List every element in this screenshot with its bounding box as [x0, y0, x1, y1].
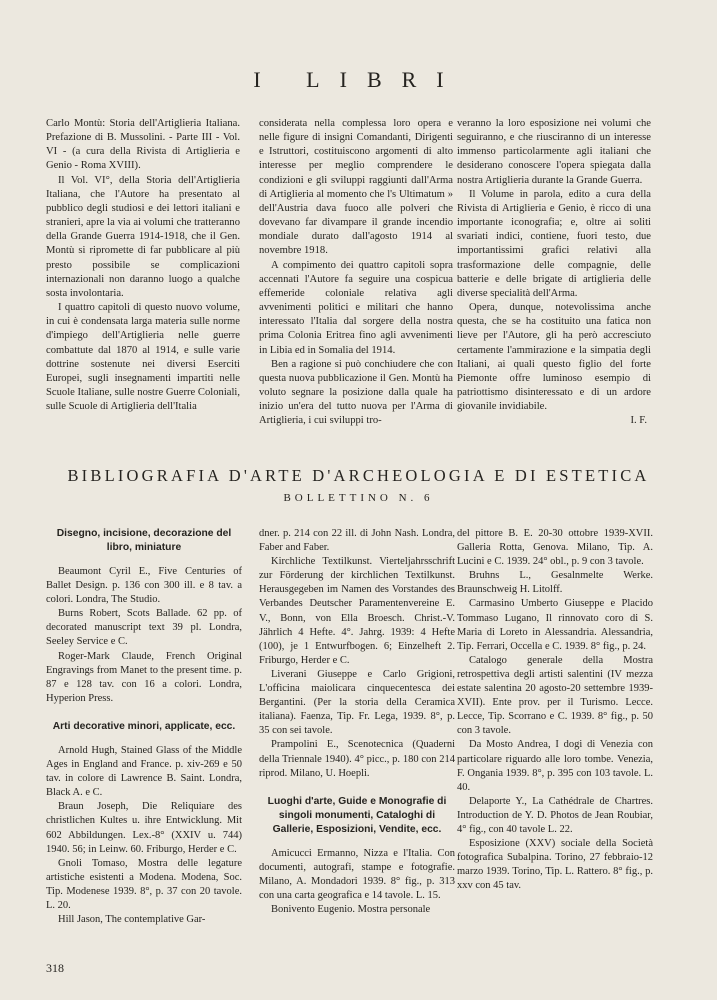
review-column-1	[46, 117, 240, 414]
review-paragraph: Il Volume in parola, edito a cura della Rivista di Artiglieria e Genio, è ricco di una importante iconografia; e, oltre ai soliti svariati indici, contiene, fuori testo, due importantissimi grafici relativi alla trasformazione delle compagnie, delle batterie e delle brigate di artiglieria delle diverse specialità dell'Arma.	[457, 188, 651, 299]
section-heading: Disegno, incisione, decorazione del libro, miniature	[56, 528, 232, 553]
bibliography-entry: Carmasino Umberto Giuseppe e Placido Tommaso Lugano, Il rinnovato coro di S. Maria di Loreto in Alessandria. Alessandria, Tip. Ferrari, Occella e C. 1939. 8° fig., p. 24.	[457, 598, 653, 652]
section-heading: Luoghi d'arte, Guide e Monografie di singoli monumenti, Cataloghi di Gallerie, Esposizioni, Vendite, ecc.	[267, 795, 447, 835]
bibliography-entry: Delaporte Y., La Cathédrale de Chartres. Introduction de Y. D. Photos de Jean Roubiar, 4° fig., con 40 tavole L. 22.	[457, 795, 653, 835]
bibliography-column-1	[46, 527, 242, 927]
bibliography-entry: Liverani Giuseppe e Carlo Grigioni, L'officina maiolicara cinquecentesca dei Bergantini. (Per la storia della Ceramica italiana). Faenza, Tip. Fr. Lega, 1939. 8°, p. 35 con sei tavole.	[259, 668, 455, 737]
bibliography-entry: Braun Joseph, Die Reliquiare des christlichen Kultes u. ihre Entwicklung. Mit 602 Abbildungen. Lex.-8° (XXIV u. 744) 1940. 56; in Leinw. 60. Friburgo, Herder e C.	[46, 801, 242, 855]
bibliography-entry: Kirchliche Textilkunst. Vierteljahrsschrift zur Förderung der kirchlichen Textilkunst. Herausgegeben im Namen des Vorstandes des Verbandes Deutscher Paramentenvereine E. V., Bonn, von Ella Broesch. Christ.-V. Jährlich 4 Hefte. 4°. Jahrg. 1939: 4 Hefte (100), je 1 Entwurfbogen. 6; Einzelheft 2. Friburgo, Herder e C.	[259, 556, 455, 666]
bibliography-entry: del pittore B. E. 20-30 ottobre 1939-XVII. Galleria Rotta, Genova. Milano, Tip. A. Lucini e C. 1939. 24° obl., p. 9 con 3 tavole.	[457, 528, 653, 568]
bibliography-entry: Catalogo generale della Mostra retrospettiva degli artisti salentini (IV mezza estate salentina 20 agosto-20 settembre 1939-XVII). Ente prov. per il Turismo. Lecce. Lecce, Tip. Scorrano e C. 1939. 8° fig., p. 50 con 3 tavole.	[457, 654, 653, 737]
page-number: 318	[46, 961, 64, 975]
review-paragraph: Carlo Montù: Storia dell'Artiglieria Italiana. Prefazione di B. Mussolini. - Parte III - Vol. VI - (a cura della Rivista di Artiglieria e Genio - Roma XVIII).	[46, 118, 240, 172]
bibliography-column-3	[457, 527, 653, 893]
review-column-3	[457, 117, 651, 428]
page-title: I LIBRI	[253, 66, 464, 92]
section-heading: Arti decorative minori, applicate, ecc.	[52, 720, 236, 732]
review-paragraph: veranno la loro esposizione nei volumi che seguiranno, e che riusciranno di un interesse immenso particolarmente agli italiani che desiderano conoscere l'opera spiegata dalla nostra Artiglieria durante la Grande Guerra.	[457, 118, 651, 186]
bibliography-entry: Bonivento Eugenio. Mostra personale	[271, 904, 431, 916]
review-paragraph: I quattro capitoli di questo nuovo volume, in cui è condensata larga materia sulle norme d'impiego dell'Artiglieria nelle guerre combattute dal 1870 al 1914, e sulle varie dottrine sostenute nei diversi Eserciti Europei, sugli insegnamenti impartiti nelle Scuole Italiane, sulle nostre Guerre Coloniali, sulle Scuole di Artiglieria dell'Italia	[46, 302, 240, 413]
bibliography-entry: dner. p. 214 con 22 ill. di John Nash. Londra, Faber and Faber.	[259, 528, 455, 554]
review-paragraph: Il Vol. VI°, della Storia dell'Artiglieria Italiana, che l'Autore ha presentato al pubblico degli studiosi e dei lettori italiani e stranieri, apre la via ai volumi che tratteranno della Grande Guerra 1914-1918, che il Gen. Montù si ripromette di far pubblicare al più presto possibile se complicazioni internazionali non daranno luogo a qualche sosta involontaria.	[46, 174, 240, 299]
bibliography-column-2	[259, 527, 455, 917]
bulletin-subtitle: BOLLETTINO N. 6	[283, 492, 434, 504]
bibliography-title: BIBLIOGRAFIA D'ARTE D'ARCHEOLOGIA E DI ESTETICA	[67, 466, 650, 485]
bibliography-entry: Esposizione (XXV) sociale della Società fotografica Subalpina. Torino, 27 febbraio-12 marzo 1939. Torino, Tip. L. Rattero. 8° fig., p. xxv con 45 tav.	[457, 838, 653, 892]
bibliography-entry: Roger-Mark Claude, French Original Engravings from Manet to the present time. p. 87 e 128 tav. con 16 a colori. Londra, Hyperion Press.	[46, 650, 242, 704]
book-review	[46, 117, 672, 437]
bibliography-entry: Burns Robert, Scots Ballade. 62 pp. of decorated manuscript text 39 pl. Londra, Seeley Service e C.	[46, 608, 242, 648]
review-column-2	[259, 117, 453, 428]
review-paragraph: Opera, dunque, notevolissima anche questa, che se ha costituito una fatica non lieve per l'Autore, gli ha però accresciuto certamente l'ammirazione e la simpatia degli Italiani, ai quali questo figlio del forte Piemonte offre luminoso esempio di patriottismo disinteressato e di un ardore giovanile invidiabile.	[457, 302, 651, 413]
review-paragraph: A compimento dei quattro capitoli sopra accennati l'Autore fa seguire una cospicua effemeride coloniale relativa agli avvenimenti politici e militari che hanno interessato l'Italia dal sorgere della nostra prima Colonia Eritrea fino agli avvenimenti in Libia ed in Somalia del 1914.	[259, 259, 453, 356]
bibliography-entry: Beaumont Cyril E., Five Centuries of Ballet Design. p. 136 con 300 ill. e 8 tav. a colori. Londra, The Studio.	[46, 566, 242, 606]
bibliography-entry: Da Mosto Andrea, I dogi di Venezia con particolare riguardo alle loro tombe. Venezia, F. Ongania 1939. 8°, p. 395 con 103 tavole. L. 40.	[457, 739, 653, 793]
bibliography-entry: Gnoli Tomaso, Mostra delle legature artistiche esistenti a Modena. Modena, Soc. Tip. Modenese 1939. 8°, p. 37 con 20 tavole. L. 20.	[46, 857, 242, 911]
bibliography-entry: Bruhns L., Gesalnmelte Werke. Braunschweig H. Litolff.	[457, 570, 653, 596]
review-paragraph: considerata nella complessa loro opera e nelle figure di insigni Comandanti, Dirigenti e Istruttori, costituiscono argomenti di alto interesse per meglio comprendere le condizioni e gli sviluppi raggiunti dall'Arma di Artiglieria al momento che l's Ultimatum » dell'Austria dava fuoco alle polveri che dovevano far divampare il grande incendio mondiale durato dall'agosto 1914 al novembre 1918.	[259, 118, 453, 257]
bibliography-entry: Arnold Hugh, Stained Glass of the Middle Ages in England and France. p. xiv-269 e 50 tav. in colore di Lawrence B. Saint. Londra, Black A. e C.	[46, 744, 242, 799]
review-signature: I. F.	[630, 415, 647, 427]
bibliography-entry: Amicucci Ermanno, Nizza e l'Italia. Con documenti, autografi, stampe e fotografie. Milano, A. Mondadori 1939. 8° fig., p. 313 con una carta geografica e 14 tavole. L. 15.	[259, 847, 455, 901]
bibliography-entry: Prampolini E., Scenotecnica (Quaderni della Triennale 1940). 4° picc., p. 180 con 214 riprod. Milano, U. Hoepli.	[259, 739, 455, 779]
bibliography-entry: Hill Jason, The contemplative Gar-	[58, 914, 206, 926]
bibliography-body	[46, 527, 672, 957]
review-paragraph: Ben a ragione si può conchiudere che con questa nuova pubblicazione il Gen. Montù ha voluto segnare la posizione dalla quale ha inizio un'era del tutto nuova per l'Arma di Artiglieria, i cui sviluppi tro-	[259, 358, 453, 427]
